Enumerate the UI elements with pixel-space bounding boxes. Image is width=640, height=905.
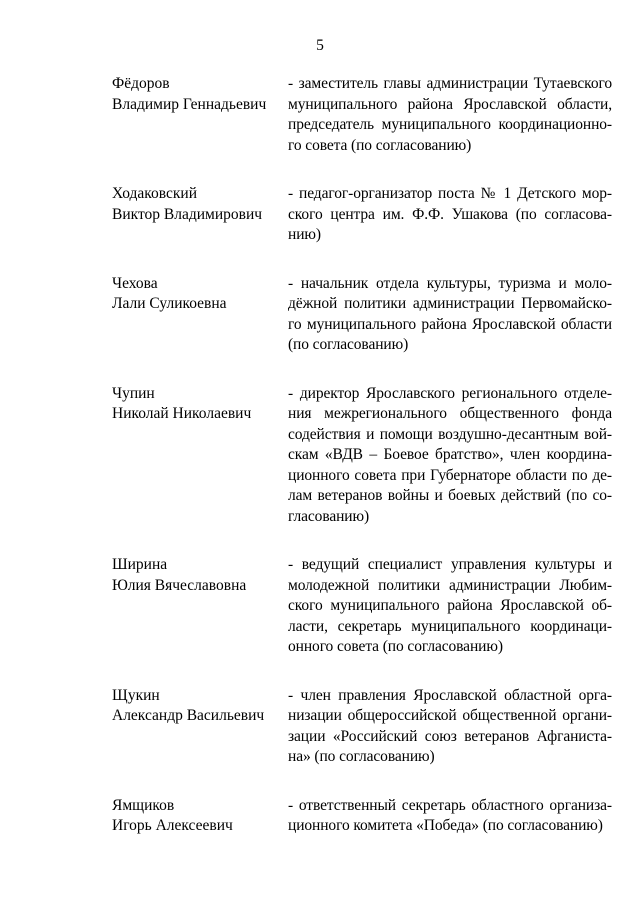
role-line: - заместитель главы администрации Тутаевского xyxy=(288,75,612,92)
role-line: лам ветеранов войны и боевых действий (по со- xyxy=(288,487,612,504)
member-role xyxy=(288,74,612,156)
role-line: онного совета (по согласованию) xyxy=(288,638,503,655)
member-entry xyxy=(112,384,612,528)
role-line: нию) xyxy=(288,226,321,243)
member-name xyxy=(112,184,288,246)
role-line: скам «ВДВ – Боевое братство», член координа- xyxy=(288,446,612,463)
role-line: ласти, секретарь муниципального координаци- xyxy=(288,617,612,635)
member-name xyxy=(112,74,288,156)
role-line: го совета (по согласованию) xyxy=(288,136,472,154)
member-surname: Щукин xyxy=(112,686,160,704)
member-role xyxy=(288,796,612,837)
member-given-name: Виктор Владимирович xyxy=(112,205,263,223)
role-line: председатель муниципального координационно- xyxy=(288,116,612,133)
member-role xyxy=(288,686,612,768)
member-name xyxy=(112,686,288,768)
member-name xyxy=(112,384,288,528)
role-line: молодежной политики администрации Любим- xyxy=(288,576,612,594)
role-line: содействия и помощи воздушно-десантным вой- xyxy=(288,425,612,443)
role-line: ского муниципального района Ярославской об- xyxy=(288,597,612,614)
member-name xyxy=(112,274,288,356)
role-line: (по согласованию) xyxy=(288,336,409,353)
role-line: гласованию) xyxy=(288,507,370,525)
member-surname: Чупин xyxy=(112,384,155,402)
member-role xyxy=(288,184,612,246)
member-name xyxy=(112,555,288,658)
member-entry xyxy=(112,555,612,658)
member-given-name: Юлия Вячеславовна xyxy=(112,576,247,594)
member-surname: Ходаковский xyxy=(112,185,198,202)
role-line: ского центра им. Ф.Ф. Ушакова (по согласова- xyxy=(288,205,612,223)
member-name xyxy=(112,796,288,837)
member-given-name: Александр Васильевич xyxy=(112,707,265,724)
member-surname: Фёдоров xyxy=(112,75,170,92)
role-line: - ведущий специалист управления культуры и xyxy=(288,556,612,573)
member-role xyxy=(288,384,612,528)
member-given-name: Игорь Алексеевич xyxy=(112,817,233,834)
role-line: ционного совета при Губернаторе области по де- xyxy=(288,466,612,484)
page-number: 5 xyxy=(316,37,324,54)
member-given-name: Владимир Геннадьевич xyxy=(112,95,267,113)
member-surname: Ямщиков xyxy=(112,796,175,814)
role-line: - педагог-организатор поста № 1 Детского мор- xyxy=(288,185,612,202)
role-line: го муниципального района Ярославской области xyxy=(288,315,612,333)
member-given-name: Николай Николаевич xyxy=(112,405,252,422)
member-entry xyxy=(112,796,612,837)
member-entry xyxy=(112,686,612,768)
role-line: ционного комитета «Победа» (по согласованию) xyxy=(288,817,603,834)
member-surname: Чехова xyxy=(112,274,158,292)
member-entry xyxy=(112,74,612,156)
role-line: зации «Российский союз ветеранов Афганиста- xyxy=(288,727,612,745)
member-given-name: Лали Суликоевна xyxy=(112,295,227,312)
role-line: - директор Ярославского регионального отделе- xyxy=(288,384,612,402)
role-line: низации общероссийской общественной органи- xyxy=(288,707,612,724)
member-list xyxy=(112,74,612,865)
member-surname: Ширина xyxy=(112,556,168,573)
role-line: - член правления Ярославской областной орга- xyxy=(288,686,612,704)
role-line: ния межрегионального общественного фонда xyxy=(288,405,612,422)
role-line: дёжной политики администрации Первомайско- xyxy=(288,295,612,312)
role-line: муниципального района Ярославской области, xyxy=(288,95,612,113)
member-entry xyxy=(112,274,612,356)
role-line: - ответственный секретарь областного организа- xyxy=(288,796,612,814)
member-role xyxy=(288,274,612,356)
role-line: на» (по согласованию) xyxy=(288,748,435,765)
member-entry xyxy=(112,184,612,246)
role-line: - начальник отдела культуры, туризма и моло- xyxy=(288,274,612,292)
member-role xyxy=(288,555,612,658)
